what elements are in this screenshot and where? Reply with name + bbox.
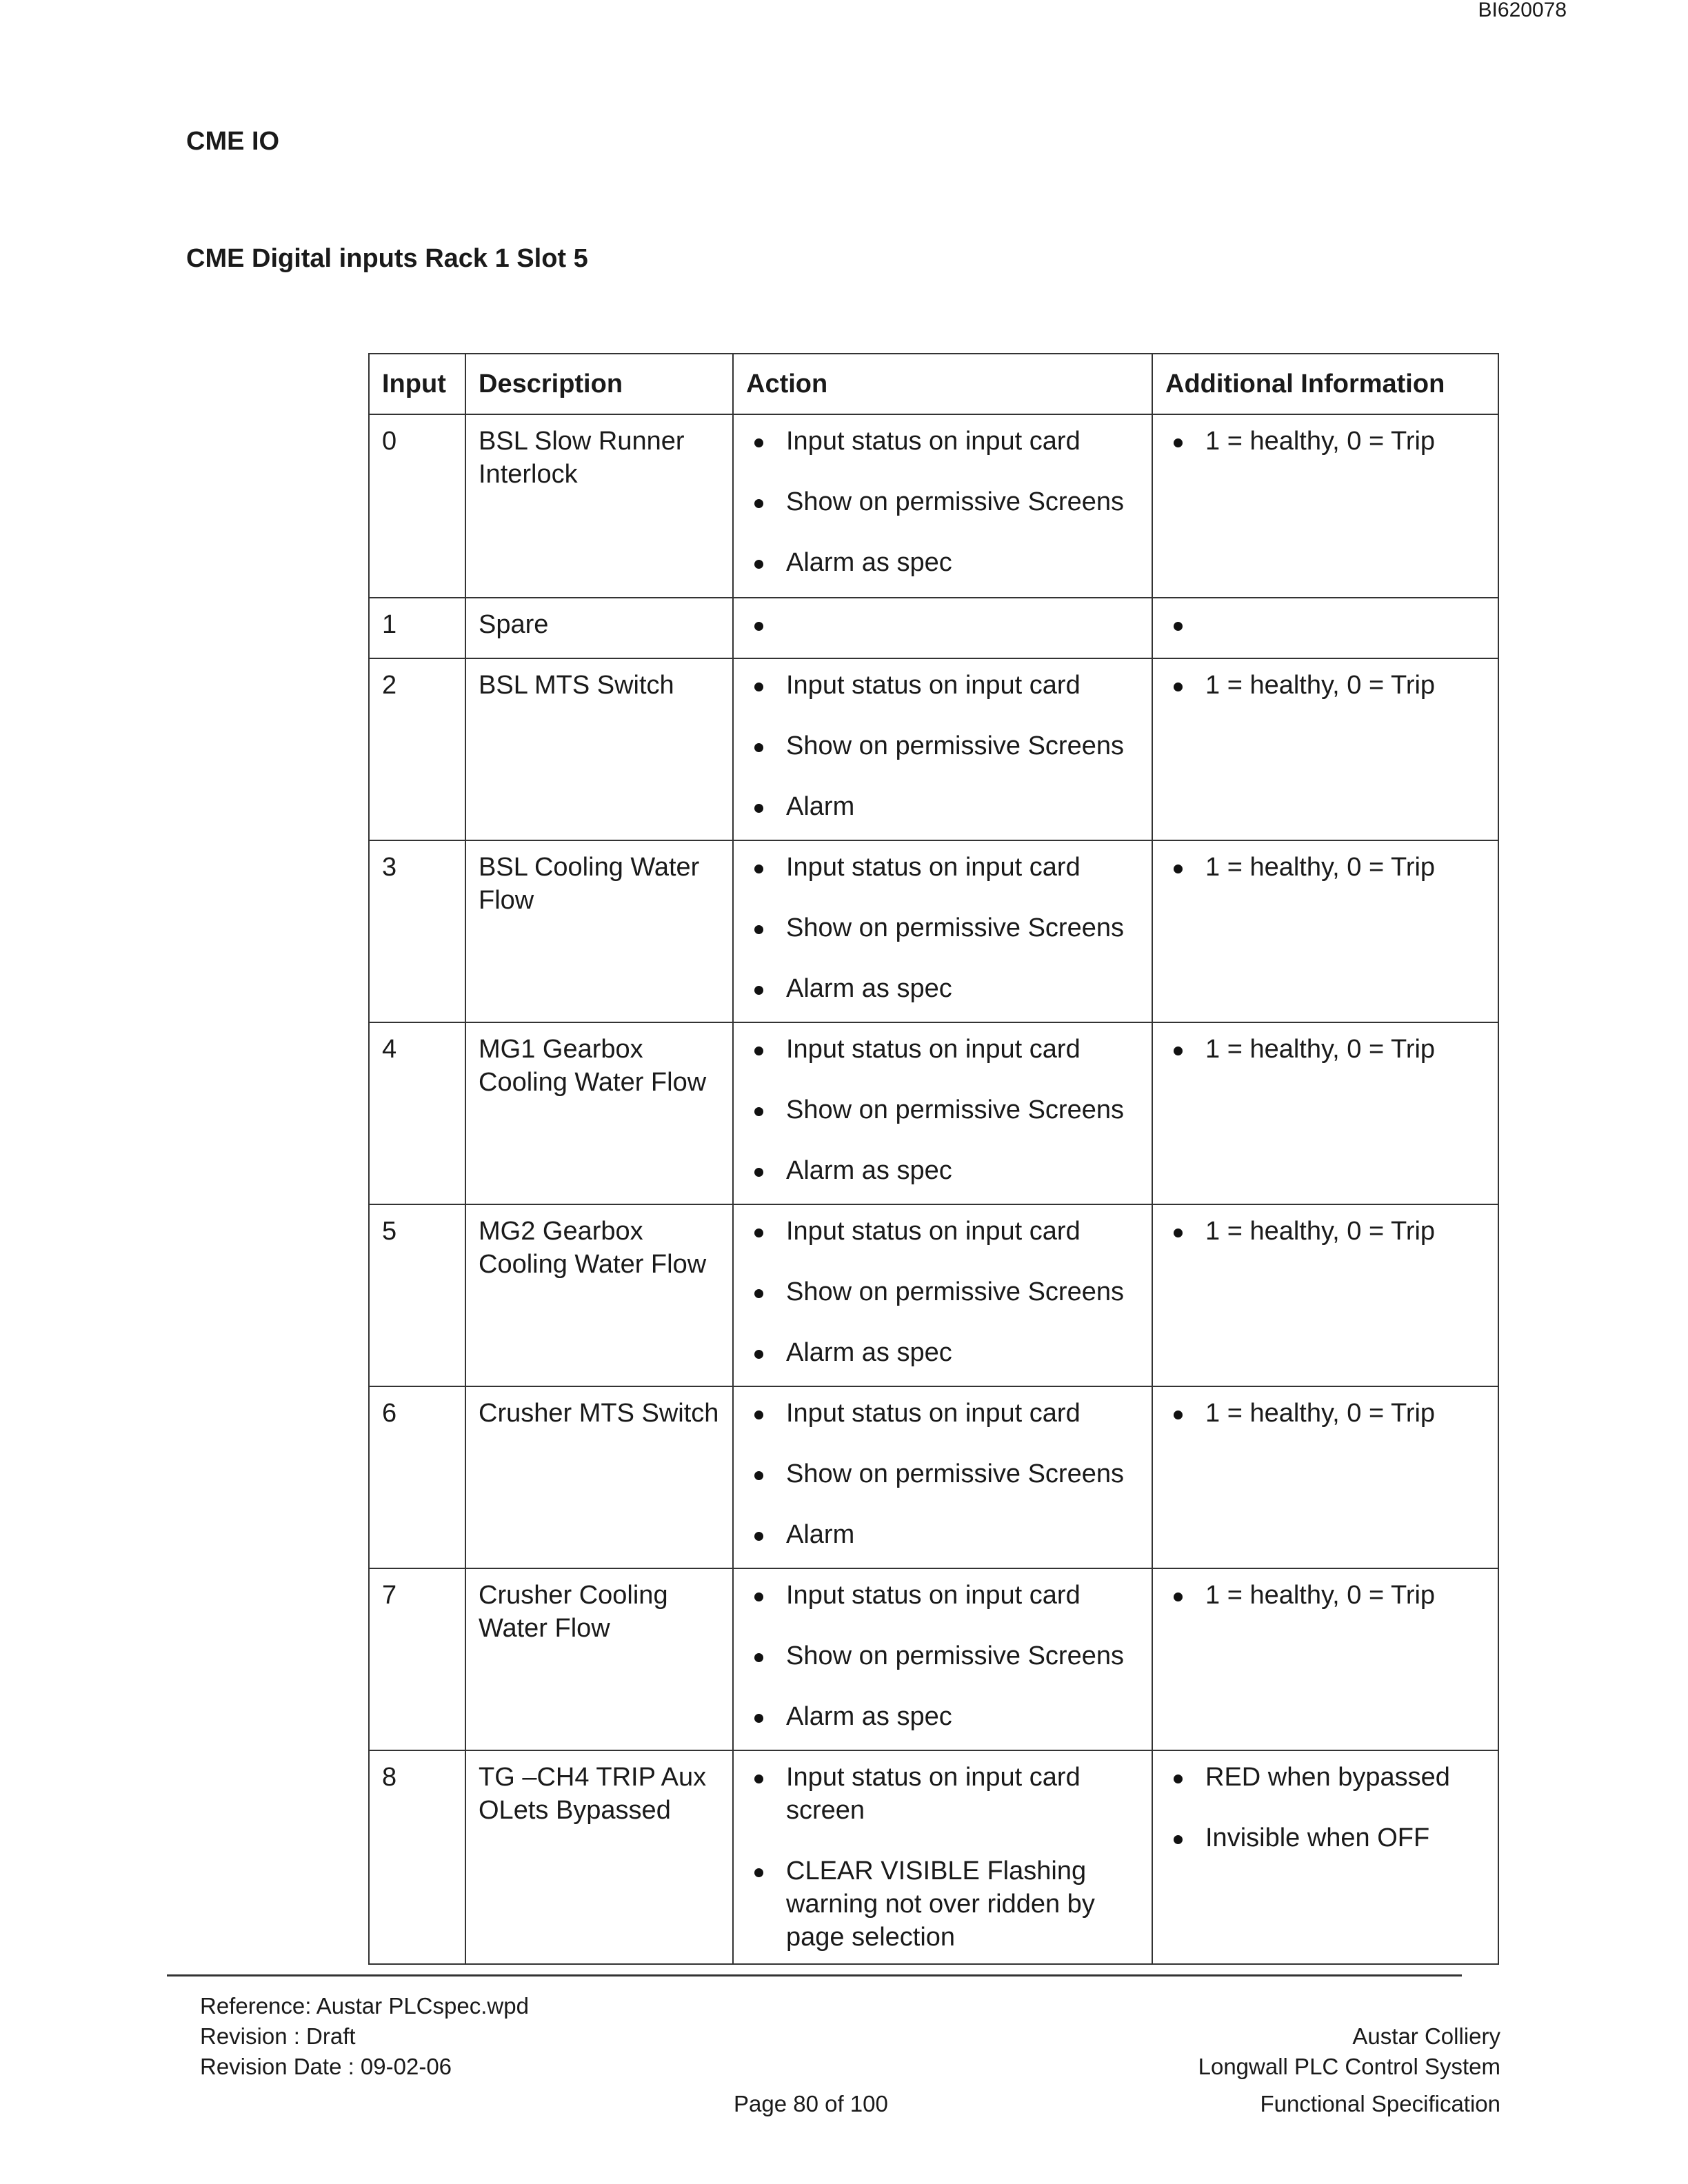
digital-inputs-table — [368, 353, 1499, 1965]
info-cell — [1152, 840, 1498, 1022]
action-item: Show on permissive Screens — [746, 485, 1139, 518]
action-item: Input status on input card — [746, 425, 1139, 458]
table-row — [369, 1022, 1498, 1204]
table-row — [369, 1750, 1498, 1964]
input-number: 2 — [369, 658, 465, 840]
info-cell — [1152, 658, 1498, 840]
action-item: Alarm — [746, 1518, 1139, 1551]
table-row — [369, 414, 1498, 598]
input-description: BSL MTS Switch — [465, 658, 733, 840]
input-description: BSL Cooling Water Flow — [465, 840, 733, 1022]
action-item: Show on permissive Screens — [746, 1639, 1139, 1672]
footer-company: Austar Colliery — [1352, 2023, 1500, 2049]
action-item: Alarm as spec — [746, 972, 1139, 1005]
action-cell — [733, 1022, 1152, 1204]
action-item: Alarm as spec — [746, 546, 1139, 579]
info-cell — [1152, 1204, 1498, 1386]
action-item: Input status on input card — [746, 1033, 1139, 1066]
action-item: Input status on input card — [746, 1397, 1139, 1430]
info-item: 1 = healthy, 0 = Trip — [1165, 425, 1485, 458]
action-cell — [733, 414, 1152, 598]
input-description: Crusher Cooling Water Flow — [465, 1568, 733, 1750]
action-cell — [733, 1750, 1152, 1964]
action-item: Input status on input card — [746, 1215, 1139, 1248]
info-cell — [1152, 598, 1498, 658]
column-header-additional-information: Additional Information — [1152, 354, 1498, 414]
table-row — [369, 1204, 1498, 1386]
input-number: 6 — [369, 1386, 465, 1568]
input-description: MG2 Gearbox Cooling Water Flow — [465, 1204, 733, 1386]
action-cell — [733, 1386, 1152, 1568]
action-cell — [733, 598, 1152, 658]
input-number: 8 — [369, 1750, 465, 1964]
info-cell — [1152, 1750, 1498, 1964]
action-item: Alarm as spec — [746, 1154, 1139, 1187]
subsection-heading: CME Digital inputs Rack 1 Slot 5 — [186, 244, 588, 273]
table-row — [369, 1386, 1498, 1568]
action-item: Input status on input card — [746, 669, 1139, 702]
info-item: 1 = healthy, 0 = Trip — [1165, 1215, 1485, 1248]
info-cell — [1152, 1022, 1498, 1204]
info-item: 1 = healthy, 0 = Trip — [1165, 851, 1485, 884]
action-cell — [733, 1568, 1152, 1750]
info-item: 1 = healthy, 0 = Trip — [1165, 1033, 1485, 1066]
action-item: Input status on input card — [746, 1579, 1139, 1612]
footer-document-info — [200, 1991, 529, 2082]
table-row — [369, 840, 1498, 1022]
info-cell — [1152, 1568, 1498, 1750]
info-item: Invisible when OFF — [1165, 1821, 1485, 1854]
column-header-description: Description — [465, 354, 733, 414]
input-number: 4 — [369, 1022, 465, 1204]
input-number: 3 — [369, 840, 465, 1022]
column-header-input: Input — [369, 354, 465, 414]
document-id: BI620078 — [1478, 0, 1567, 21]
action-cell — [733, 1204, 1152, 1386]
footer-revision: Revision : Draft — [200, 2023, 356, 2049]
footer-company-info — [1198, 2021, 1500, 2119]
input-number: 1 — [369, 598, 465, 658]
section-heading: CME IO — [186, 127, 280, 156]
input-description: MG1 Gearbox Cooling Water Flow — [465, 1022, 733, 1204]
footer-system: Longwall PLC Control System — [1198, 2054, 1500, 2079]
action-cell — [733, 658, 1152, 840]
action-item: Show on permissive Screens — [746, 1457, 1139, 1490]
column-header-action: Action — [733, 354, 1152, 414]
input-description: Spare — [465, 598, 733, 658]
action-cell — [733, 840, 1152, 1022]
action-item: Show on permissive Screens — [746, 911, 1139, 944]
action-item: Alarm — [746, 790, 1139, 823]
table-row — [369, 598, 1498, 658]
input-number: 5 — [369, 1204, 465, 1386]
info-item: 1 = healthy, 0 = Trip — [1165, 669, 1485, 702]
footer-reference: Reference: Austar PLCspec.wpd — [200, 1993, 529, 2019]
info-cell — [1152, 414, 1498, 598]
table-header-row — [369, 354, 1498, 414]
action-item: CLEAR VISIBLE Flashing warning not over ridden by page selection — [746, 1854, 1139, 1954]
info-item — [1165, 608, 1485, 641]
input-description: Crusher MTS Switch — [465, 1386, 733, 1568]
footer-doc-type: Functional Specification — [1260, 2091, 1500, 2116]
action-item: Show on permissive Screens — [746, 729, 1139, 762]
input-description: BSL Slow Runner Interlock — [465, 414, 733, 598]
action-item: Show on permissive Screens — [746, 1275, 1139, 1308]
action-item: Alarm as spec — [746, 1336, 1139, 1369]
info-cell — [1152, 1386, 1498, 1568]
info-item: RED when bypassed — [1165, 1761, 1485, 1794]
info-item: 1 = healthy, 0 = Trip — [1165, 1397, 1485, 1430]
input-number: 0 — [369, 414, 465, 598]
input-number: 7 — [369, 1568, 465, 1750]
action-item: Input status on input card screen — [746, 1761, 1139, 1827]
action-item: Show on permissive Screens — [746, 1093, 1139, 1126]
footer-divider — [167, 1974, 1462, 1976]
action-item: Alarm as spec — [746, 1700, 1139, 1733]
action-item: Input status on input card — [746, 851, 1139, 884]
table-row — [369, 658, 1498, 840]
footer-revision-date: Revision Date : 09-02-06 — [200, 2054, 452, 2079]
action-item — [746, 608, 1139, 641]
input-description: TG –CH4 TRIP Aux OLets Bypassed — [465, 1750, 733, 1964]
page-number: Page 80 of 100 — [734, 2091, 888, 2116]
table-row — [369, 1568, 1498, 1750]
info-item: 1 = healthy, 0 = Trip — [1165, 1579, 1485, 1612]
